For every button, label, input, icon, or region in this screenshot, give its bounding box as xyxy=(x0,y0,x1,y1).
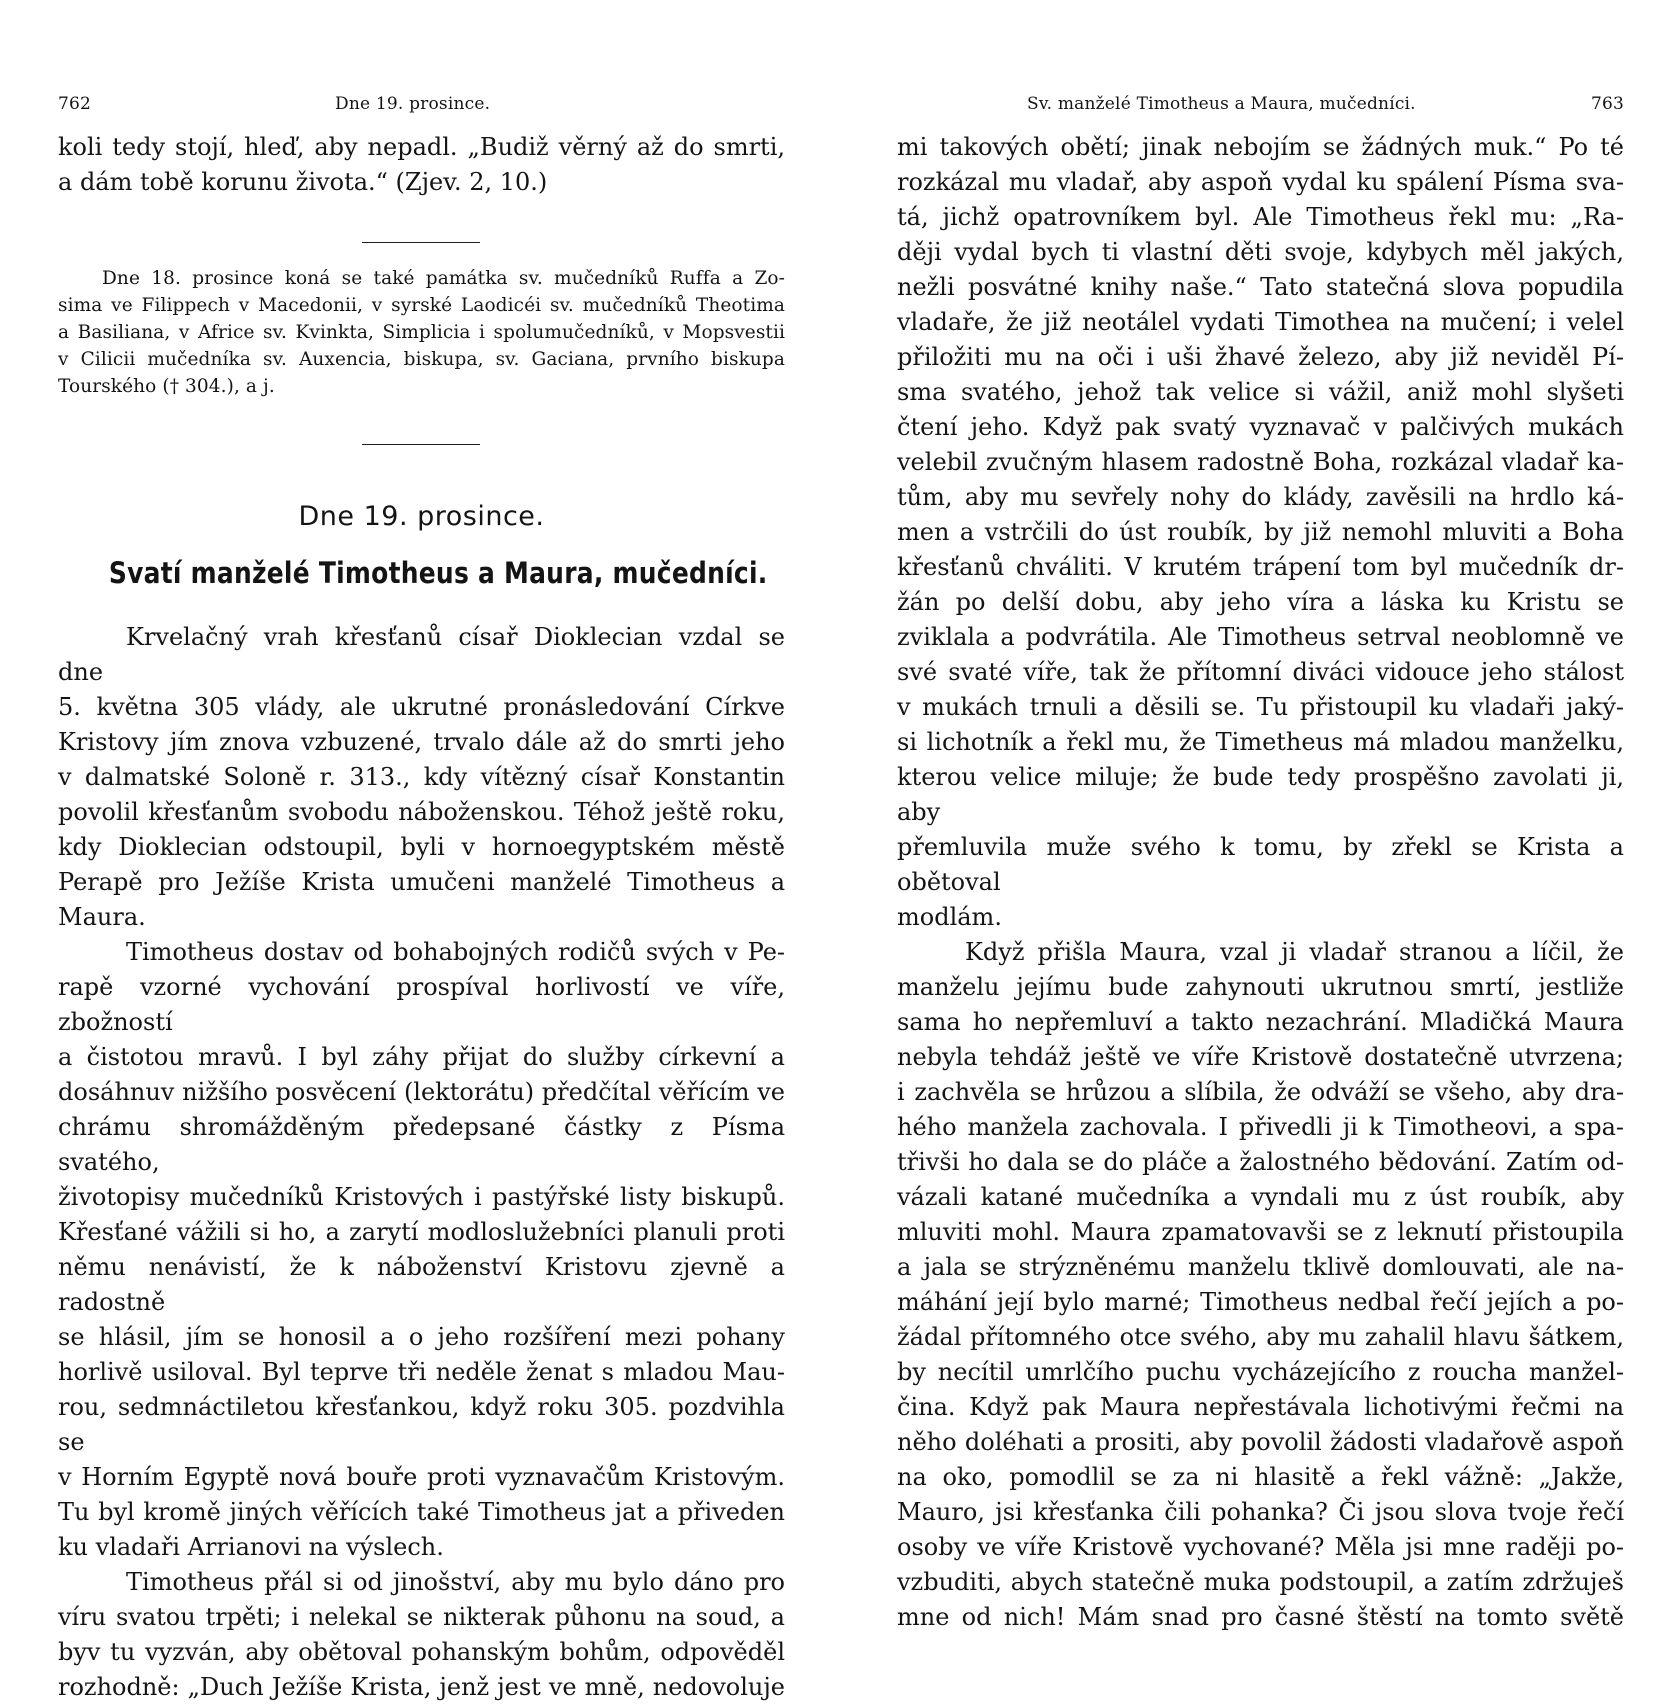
text-line: koli tedy stojí, hleď, aby nepadl. „Budiž věrný až do smrti, xyxy=(58,133,785,161)
text-line: Krvelačný vrah křesťanů císař Dioklecian vzdal se dne xyxy=(58,623,785,686)
text-line: povolil křesťanům svobodu náboženskou. Téhož ještě roku, xyxy=(58,798,785,826)
text-line: rou, sedmnáctiletou křesťankou, když roku 305. pozdvihla se xyxy=(58,1393,785,1456)
text-line: němu nenávistí, že k náboženství Kristovu zjevně a radostně xyxy=(58,1253,785,1316)
text-line: Tourského († 304.), a j. xyxy=(58,376,275,397)
running-title: Dne 19. prosince. xyxy=(335,94,491,114)
chapter-body xyxy=(897,130,1624,1635)
page-number: 763 xyxy=(1590,94,1624,114)
left-running-head xyxy=(58,94,785,130)
text-line: mluviti mohl. Maura zpamatovavši se z leknutí přistoupila xyxy=(897,1218,1624,1246)
text-line: si lichotník a řekl mu, že Timetheus má mladou manželku, xyxy=(897,728,1624,756)
text-line: men a vstrčili do úst roubík, by již nemohl mluviti a Boha xyxy=(897,518,1624,546)
text-line: hého manžela zachovala. I přivedli ji k Timotheovi, a spa- xyxy=(897,1113,1624,1141)
text-line: přiložiti mu na oči i uši žhavé železo, aby již neviděl Pí- xyxy=(897,343,1624,371)
chapter-title: Svatí manželé Timotheus a Maura, mučedníci. xyxy=(108,556,768,590)
text-line: žán po delší dobu, aby jeho víra a láska ku Kristu se xyxy=(897,588,1624,616)
text-line: kdy Dioklecian odstoupil, byli v hornoegyptském městě xyxy=(58,833,785,861)
text-line: máhání její bylo marné; Timotheus nedbal řečí jejích a po- xyxy=(897,1288,1624,1316)
text-line: manželu jejímu bude zahynouti ukrutnou smrtí, jestliže xyxy=(897,973,1624,1001)
text-line: tům, aby mu sevřely nohy do klády, zavěsili na hrdlo ká- xyxy=(897,483,1624,511)
commemoration-note xyxy=(58,265,785,400)
section-divider xyxy=(362,444,480,445)
text-line: kterou velice miluje; že bude tedy prospěšno zavolati ji, aby xyxy=(897,763,1624,826)
text-line: rozkázal mu vladař, aby aspoň vydal ku spálení Písma sva- xyxy=(897,168,1624,196)
text-line: Kristovy jím znova vzbuzené, trvalo dále až do smrti jeho xyxy=(58,728,785,756)
day-heading: Dne 19. prosince. xyxy=(298,501,545,532)
text-line: Když přišla Maura, vzal ji vladař stranou a líčil, že xyxy=(965,938,1624,966)
text-line: přemluvila muže svého k tomu, by zřekl se Krista a obětoval xyxy=(897,833,1624,896)
text-line: Křesťané vážili si ho, a zarytí modloslužebníci planuli proti xyxy=(58,1218,785,1246)
text-line: ku vladaři Arrianovi na výslech. xyxy=(58,1533,444,1561)
text-line: zviklala a podvrátila. Ale Timotheus setrval neoblomně ve xyxy=(897,623,1624,651)
text-line: na oko, pomodlil se za ni hlasitě a řekl vážně: „Jakže, xyxy=(897,1463,1624,1491)
text-line: Timotheus přál si od jinošství, aby mu bylo dáno pro xyxy=(126,1568,785,1596)
text-line: rapě vzorné vychování prospíval horlivostí ve víře, zbožností xyxy=(58,973,785,1036)
left-page xyxy=(58,0,785,1705)
text-line: křesťanů chváliti. V krutém trápení tom byl mučedník dr- xyxy=(897,553,1624,581)
text-line: životopisy mučedníků Kristových i pastýřské listy biskupů. xyxy=(58,1183,785,1211)
text-line: Tu byl kromě jiných věřících také Timotheus jat a přiveden xyxy=(58,1498,785,1526)
text-line: tá, jichž opatrovníkem byl. Ale Timotheus řekl mu: „Ra- xyxy=(897,203,1624,231)
right-page xyxy=(897,0,1624,1635)
text-line: se hlásil, jím se honosil a o jeho rozšíření mezi pohany xyxy=(58,1323,785,1351)
text-line: 5. května 305 vlády, ale ukrutné pronásledování Církve xyxy=(58,693,785,721)
text-line: sma svatého, jehož tak velice si vážil, aniž mohl slyšeti xyxy=(897,378,1624,406)
text-line: ději vydal bych ti vlastní děti svoje, kdybych měl jakých, xyxy=(897,238,1624,266)
continuation-text xyxy=(58,130,785,200)
text-line: i zachvěla se hrůzou a slíbila, že odváží se všeho, aby dra- xyxy=(897,1078,1624,1106)
text-line: osoby ve víře Kristově vychované? Měla jsi mne raději po- xyxy=(897,1533,1624,1561)
text-line: v Horním Egyptě nová bouře proti vyznavačům Kristovým. xyxy=(58,1463,785,1491)
text-line: chrámu shromážděným předepsané částky z Písma svatého, xyxy=(58,1113,785,1176)
text-line: a jala se strýzněnému manželu tklivě domlouvati, ale na- xyxy=(897,1253,1624,1281)
text-line: víru svatou trpěti; i nelekal se nikterak půhonu na soud, a xyxy=(58,1603,785,1631)
text-line: Mauro, jsi křesťanka čili pohanka? Či jsou slova tvoje řečí xyxy=(897,1498,1624,1526)
text-line: vladaře, že již neotálel vydati Timothea na mučení; i velel xyxy=(897,308,1624,336)
text-line: třivši ho dala se do pláče a žalostného bědování. Zatím od- xyxy=(897,1148,1624,1176)
running-title: Sv. manželé Timotheus a Maura, mučedníci. xyxy=(1027,94,1416,114)
text-line: byv tu vyzván, aby obětoval pohanským bohům, odpověděl xyxy=(58,1638,785,1666)
right-running-head xyxy=(897,94,1624,130)
text-line: horlivě usiloval. Byl teprve tři neděle ženat s mladou Mau- xyxy=(58,1358,785,1386)
text-line: modlám. xyxy=(897,903,1002,931)
text-line: v mukách trnuli a děsili se. Tu přistoupil ku vladaři jaký- xyxy=(897,693,1624,721)
text-line: vzbuditi, abych statečně muka podstoupil, a zatím zdržuješ xyxy=(897,1568,1624,1596)
text-line: a Basiliana, v Africe sv. Kvinkta, Simplicia i spolumučedníků, v Mopsvestii xyxy=(58,322,785,343)
chapter-body xyxy=(58,620,785,1705)
text-line: mne od nich! Mám snad pro časné štěstí na tomto světě xyxy=(897,1603,1624,1631)
text-line: Dne 18. prosince koná se také památka sv. mučedníků Ruffa a Zo- xyxy=(102,268,785,289)
text-line: žádal přítomného otce svého, aby mu zahalil hlavu šátkem, xyxy=(897,1323,1624,1351)
text-line: v dalmatské Soloně r. 313., kdy vítězný císař Konstantin xyxy=(58,763,785,791)
text-line: něho doléhati a prositi, aby povolil žádosti vladařově aspoň xyxy=(897,1428,1624,1456)
text-line: velebil zvučným hlasem radostně Boha, rozkázal vladař ka- xyxy=(897,448,1624,476)
text-line: dosáhnuv nižšího posvěcení (lektorátu) předčítal věřícím ve xyxy=(58,1078,785,1106)
text-line: a dám tobě korunu života.“ (Zjev. 2, 10.) xyxy=(58,168,548,196)
text-line: své svaté víře, tak že přítomní diváci vidouce jeho stálost xyxy=(897,658,1624,686)
text-line: rozhodně: „Duch Ježíše Krista, jenž jest ve mně, nedovoluje xyxy=(58,1673,785,1701)
text-line: sima ve Filippech v Macedonii, v syrské Laodicéi sv. mučedníků Theotima xyxy=(58,295,785,316)
page-number: 762 xyxy=(58,94,92,114)
text-line: Maura. xyxy=(58,903,146,931)
text-line: sama ho nepřemluví a takto nezachrání. Mladičká Maura xyxy=(897,1008,1624,1036)
text-line: a čistotou mravů. I byl záhy přijat do služby církevní a xyxy=(58,1043,785,1071)
text-line: čtení jeho. Když pak svatý vyznavač v palčivých mukách xyxy=(897,413,1624,441)
text-line: Timotheus dostav od bohabojných rodičů svých v Pe- xyxy=(126,938,785,966)
text-line: by necítil umrlčího puchu vycházejícího z roucha manžel- xyxy=(897,1358,1624,1386)
text-line: nebyla tehdáž ještě ve víře Kristově dostatečně utvrzena; xyxy=(897,1043,1624,1071)
text-line: Perapě pro Ježíše Krista umučeni manželé Timotheus a xyxy=(58,868,785,896)
text-line: čina. Když pak Maura nepřestávala lichotivými řečmi na xyxy=(897,1393,1624,1421)
text-line: vázali katané mučedníka a vyndali mu z úst roubík, aby xyxy=(897,1183,1624,1211)
text-line: nežli posvátné knihy naše.“ Tato statečná slova popudila xyxy=(897,273,1624,301)
text-line: v Cilicii mučedníka sv. Auxencia, biskupa, sv. Gaciana, prvního biskupa xyxy=(58,349,785,370)
section-divider xyxy=(362,242,480,243)
text-line: mi takových obětí; jinak nebojím se žádných muk.“ Po té xyxy=(897,133,1624,161)
